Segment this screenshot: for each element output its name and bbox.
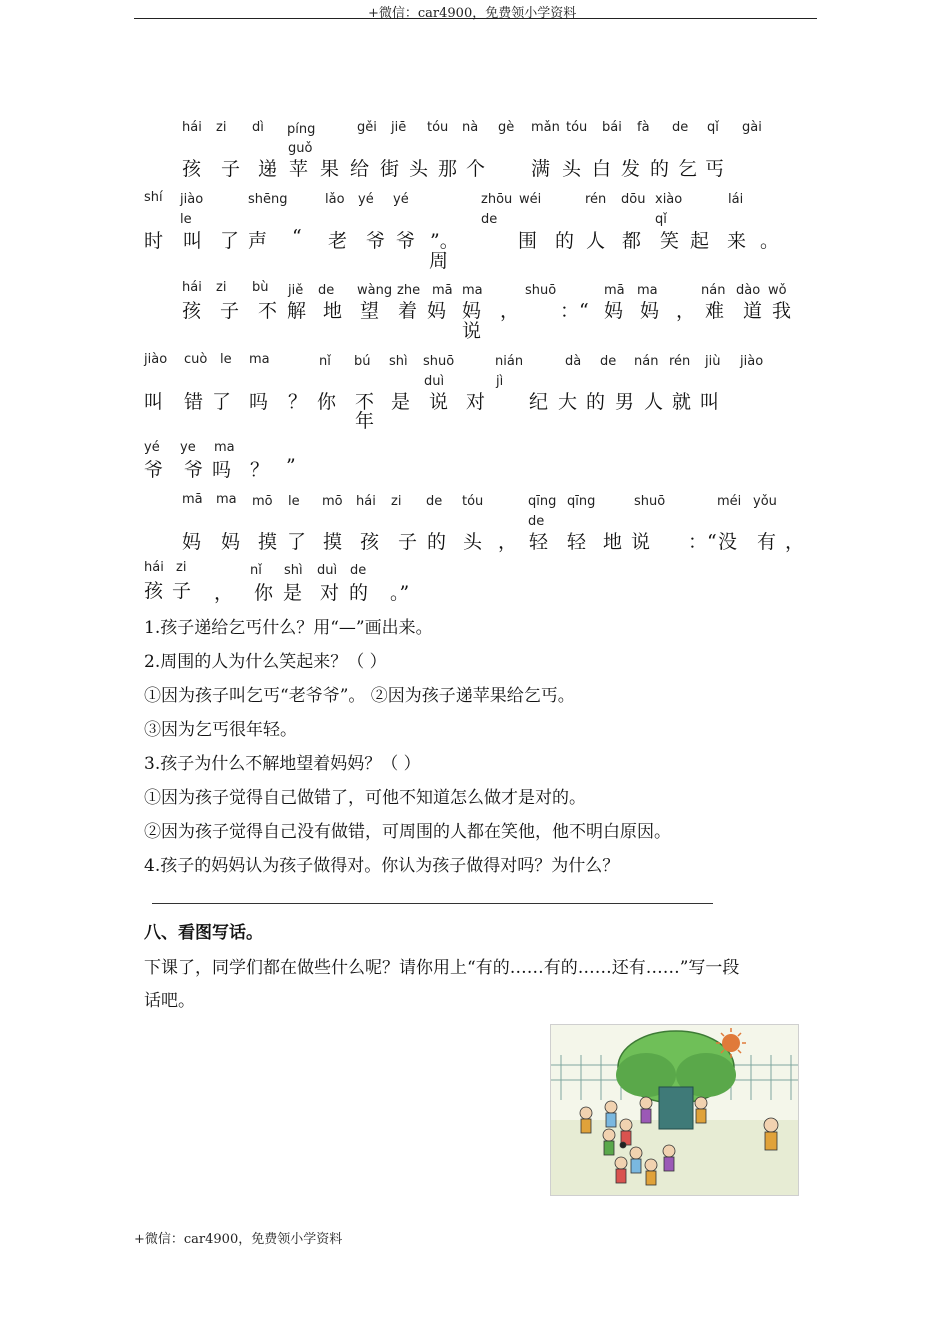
hanzi: 妈 [604,300,624,322]
hanzi: 孩 [182,300,202,322]
hanzi: ：“ [560,300,589,322]
hanzi: 子 [172,580,192,602]
pinyin: nǐ [250,563,262,578]
hanzi: “ [292,226,302,248]
hanzi: 的 [650,158,670,180]
pinyin: zhe [397,283,421,298]
pinyin: tóu [566,120,588,135]
pinyin: fà [637,120,650,135]
hanzi: 子 [220,300,240,322]
pinyin: nán [701,283,726,298]
hanzi: 爷 [184,459,204,481]
hanzi: 解 [287,300,307,322]
hanzi: 了 [212,391,232,413]
hanzi: 妈 [182,531,202,553]
pinyin: hái [144,560,164,575]
hanzi: 说 [429,391,449,413]
pinyin: shì [389,354,408,369]
pinyin: de [426,494,443,509]
hanzi: 着 [398,300,418,322]
hanzi: ”。 [430,230,459,252]
hanzi: 不 [258,300,278,322]
hanzi: 来 [727,230,747,252]
pinyin: qǐ [707,120,719,135]
hanzi: 轻 [529,531,549,553]
pinyin: wàng [357,283,393,298]
hanzi: 声 [248,230,268,252]
hanzi: 果 [320,158,340,180]
pinyin: nán [634,354,659,369]
hanzi: 老 [328,230,348,252]
pinyin: qǐ [655,212,667,227]
pinyin: shì [284,563,303,578]
hanzi: 对 [466,391,486,413]
hanzi: 望 [360,300,380,322]
pinyin: de [672,120,689,135]
hanzi: 道 [743,300,763,322]
pinyin: mō [252,494,273,509]
hanzi: 纪 [529,391,549,413]
hanzi: 人 [586,230,606,252]
illustration-svg [551,1025,798,1195]
hanzi: 个 [466,158,486,180]
page-footer: +微信：car4900，免费领小学资料 [134,1232,343,1247]
hanzi: 叫 [183,230,203,252]
pinyin: ye [180,440,196,455]
hanzi: 都 [622,230,642,252]
pinyin: yé [393,192,409,207]
pinyin: zi [176,560,187,575]
hanzi: 发 [621,158,641,180]
pinyin: nǐ [319,354,331,369]
question-2-options-a: ①因为孩子叫乞丐“老爷爷”。 ②因为孩子递苹果给乞丐。 [144,686,575,706]
pinyin: de [528,514,545,529]
hanzi: 了 [220,230,240,252]
pinyin: zhōu [481,192,513,207]
pinyin: zi [216,280,227,295]
hanzi: 爷 [366,230,386,252]
hanzi: 有 [757,531,777,553]
hanzi: 你 [317,391,337,413]
pinyin: de [600,354,617,369]
question-3-option-2: ②因为孩子觉得自己没有做错，可周围的人都在笑他，他不明白原因。 [144,822,671,842]
hanzi: 孩 [144,580,164,602]
hanzi: 的 [349,582,369,604]
hanzi: ” [286,455,296,477]
section-8-title: 八、看图写话。 [144,923,263,943]
pinyin: tóu [462,494,484,509]
question-2: 2.周围的人为什么笑起来？（ ） [144,652,387,672]
hanzi: ：“ [688,531,717,553]
pinyin: ma [462,283,483,298]
pinyin: hái [182,120,202,135]
hanzi: 的 [427,531,447,553]
hanzi: 爷 [144,459,164,481]
pinyin: guǒ [288,141,313,156]
hanzi: 头 [409,158,429,180]
hanzi: 错 [184,391,204,413]
pinyin: dà [565,354,582,369]
hanzi: 笑 [660,230,680,252]
question-4: 4.孩子的妈妈认为孩子做得对。你认为孩子做得对吗？为什么？ [144,856,620,876]
hanzi: 了 [287,531,307,553]
answer-line [152,903,713,904]
pinyin: bái [602,120,622,135]
pinyin: jiào [740,354,764,369]
hanzi: ？ [250,459,270,481]
pinyin: zi [391,494,402,509]
question-2-options-b: ③因为乞丐很年轻。 [144,720,297,740]
pinyin: tóu [427,120,449,135]
hanzi: 人 [644,391,664,413]
pinyin: qīng [567,494,596,509]
hanzi: 孩 [360,531,380,553]
pinyin: duì [424,374,445,389]
hanzi: 就 [672,391,692,413]
pinyin: xiào [655,192,683,207]
hanzi: 是 [391,391,411,413]
hanzi: 摸 [258,531,278,553]
hanzi: 爷 [396,230,416,252]
pinyin: shuō [525,283,557,298]
hanzi: 周 [429,250,449,272]
pinyin: dì [252,120,264,135]
pinyin: de [318,283,335,298]
pinyin: ma [637,283,658,298]
pinyin: duì [317,563,338,578]
hanzi: 丐 [705,158,725,180]
pinyin: qīng [528,494,557,509]
pinyin: wéi [519,192,542,207]
question-1: 1.孩子递给乞丐什么？用“—”画出来。 [144,618,433,638]
pinyin: hái [356,494,376,509]
pinyin: jiào [144,352,168,367]
hanzi: 叫 [144,391,164,413]
hanzi: 地 [603,531,623,553]
pinyin: rén [669,354,691,369]
hanzi: 起 [690,230,710,252]
hanzi: 吗 [212,459,232,481]
pinyin: gài [742,120,762,135]
hanzi: 递 [258,158,278,180]
pinyin: zi [216,120,227,135]
hanzi: 的 [555,230,575,252]
hanzi: 吗 [249,391,269,413]
pinyin: nà [462,120,479,135]
pinyin: lǎo [325,192,345,207]
pinyin: ma [249,352,270,367]
pinyin: rén [585,192,607,207]
hanzi: 年 [355,410,375,432]
pinyin: yé [358,192,374,207]
pinyin: le [220,352,232,367]
pinyin: dōu [621,192,646,207]
hanzi: 不 [355,391,375,413]
pinyin: bù [252,280,269,295]
pinyin: shí [144,190,163,205]
hanzi: 说 [631,531,651,553]
hanzi: 围 [518,230,538,252]
hanzi: 男 [615,391,635,413]
playground-illustration [550,1024,799,1196]
header-rule [134,18,817,19]
hanzi: 满 [531,158,551,180]
hanzi: 苹 [289,158,309,180]
hanzi: 的 [586,391,606,413]
pinyin: yǒu [753,494,777,509]
pinyin: dào [736,283,761,298]
hanzi: 子 [398,531,418,553]
hanzi: 对 [320,582,340,604]
pinyin: shuō [423,354,455,369]
pinyin: de [481,212,498,227]
hanzi: 乞 [678,158,698,180]
hanzi: 轻 [567,531,587,553]
hanzi: ， [498,531,518,553]
pinyin: bú [354,354,371,369]
section-8-instruction-line-1: 下课了，同学们都在做些什么呢？请你用上“有的……有的……还有……”写一段 [144,958,740,978]
question-3: 3.孩子为什么不解地望着妈妈？（ ） [144,754,421,774]
section-8-instruction-line-2: 话吧。 [144,991,195,1011]
pinyin: shuō [634,494,666,509]
hanzi: 子 [221,158,241,180]
hanzi: ， [676,300,696,322]
hanzi: 。 [760,230,780,252]
pinyin: jì [496,374,504,389]
pinyin: gè [498,120,515,135]
hanzi: 说 [462,320,482,342]
pinyin: le [288,494,300,509]
hanzi: 妈 [640,300,660,322]
hanzi: 我 [772,300,792,322]
hanzi: 没 [718,531,738,553]
pinyin: mā [182,492,203,507]
pinyin: hái [182,280,202,295]
pinyin: de [350,563,367,578]
hanzi: 白 [592,158,612,180]
pinyin: ma [214,440,235,455]
pinyin: shēng [248,192,288,207]
pinyin: mā [432,283,453,298]
hanzi: 街 [380,158,400,180]
hanzi: 妈 [221,531,241,553]
hanzi: 孩 [182,158,202,180]
hanzi: ， [214,582,234,604]
pinyin: méi [717,494,742,509]
hanzi: 那 [438,158,458,180]
hanzi: 头 [562,158,582,180]
pinyin: jiù [705,354,721,369]
hanzi: 是 [283,582,303,604]
pinyin: cuò [184,352,208,367]
hanzi: ？ [288,391,308,413]
pinyin: jiě [288,283,304,298]
pinyin: mō [322,494,343,509]
hanzi: 地 [323,300,343,322]
hanzi: 。” [390,582,410,604]
hanzi: 时 [144,230,164,252]
hanzi: 你 [254,582,274,604]
hanzi: 妈 [462,300,482,322]
hanzi: 妈 [427,300,447,322]
pinyin: jiào [180,192,204,207]
pinyin: jiē [391,120,407,135]
hanzi: 大 [558,391,578,413]
hanzi: ， [500,300,520,322]
pinyin: mǎn [531,120,560,135]
hanzi: 叫 [700,391,720,413]
pinyin: mā [604,283,625,298]
hanzi: ， [785,531,805,553]
pinyin: nián [495,354,524,369]
pinyin: gěi [357,120,377,135]
hanzi: 摸 [323,531,343,553]
hanzi: 难 [705,300,725,322]
pinyin: lái [728,192,744,207]
page-header: +微信：car4900，免费领小学资料 [368,6,577,21]
pinyin: píng [287,122,316,137]
hanzi: 给 [350,158,370,180]
hanzi: 头 [463,531,483,553]
pinyin: le [180,212,192,227]
question-3-option-1: ①因为孩子觉得自己做错了，可他不知道怎么做才是对的。 [144,788,586,808]
pinyin: yé [144,440,160,455]
pinyin: ma [216,492,237,507]
pinyin: wǒ [768,283,787,298]
